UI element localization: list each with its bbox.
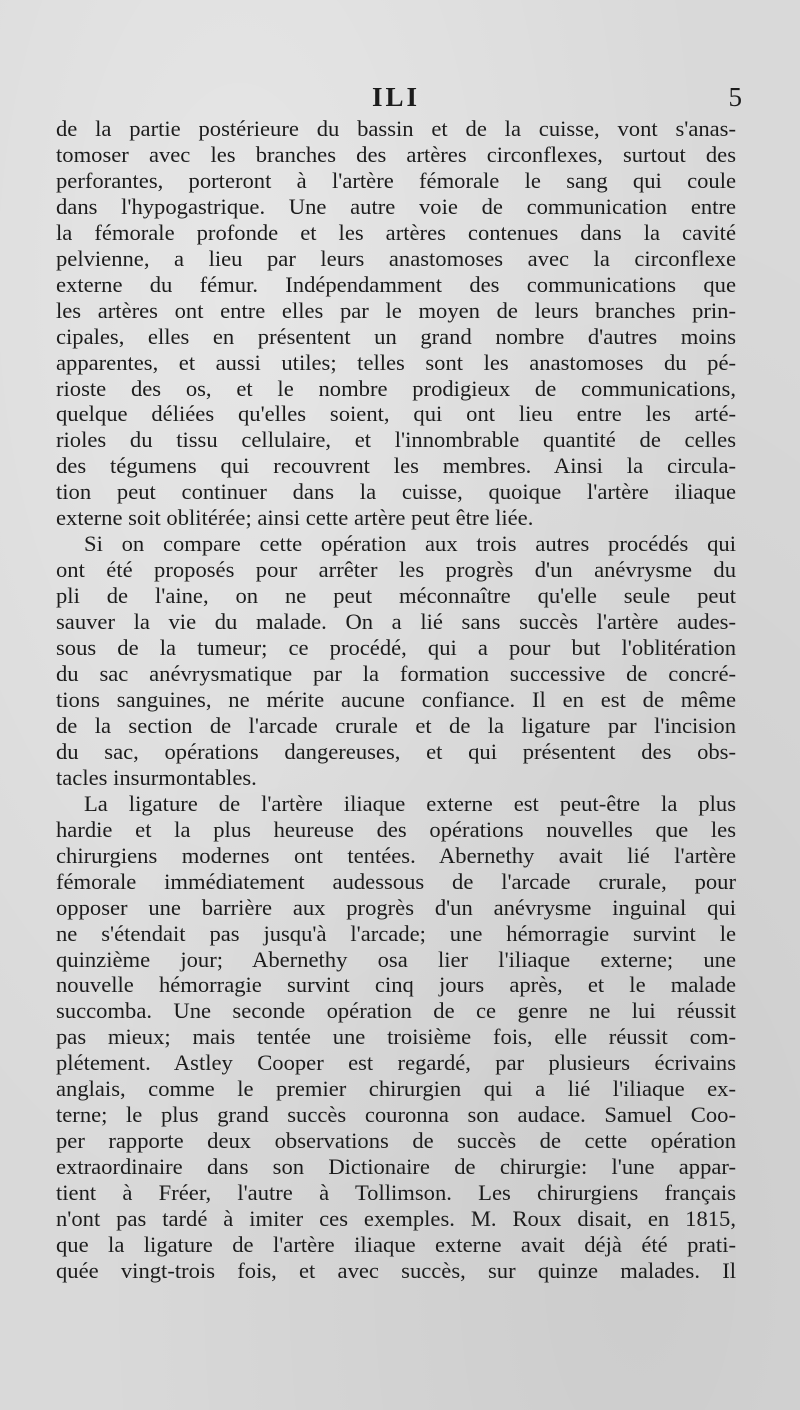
text-line: Si on compare cette opération aux trois autres procédés qui [84, 531, 736, 557]
text-line: que la ligature de l'artère iliaque externe avait déjà été prati- [56, 1231, 736, 1257]
text-line: des tégumens qui recouvrent les membres. Ainsi la circula- [56, 453, 736, 479]
text-line: quée vingt-trois fois, et avec succès, sur quinze malades. Il [56, 1257, 736, 1283]
text-line: fémorale immédiatement audessous de l'arcade crurale, pour [56, 868, 736, 894]
text-line: ne s'étendait pas jusqu'à l'arcade; une hémorragie survint le [56, 920, 736, 946]
text-line: tion peut continuer dans la cuisse, quoique l'artère iliaque [56, 479, 736, 505]
page-number: 5 [728, 82, 742, 112]
text-line: pli de l'aine, on ne peut méconnaître qu'elle seule peut [56, 583, 736, 609]
text-line: La ligature de l'artère iliaque externe est peut-être la plus [84, 790, 736, 816]
text-line: anglais, comme le premier chirurgien qui a lié l'iliaque ex- [56, 1076, 736, 1102]
text-line: rioste des os, et le nombre prodigieux de communications, [56, 375, 736, 401]
text-line: la fémorale profonde et les artères contenues dans la cavité [56, 219, 736, 245]
text-line: plétement. Astley Cooper est regardé, par plusieurs écrivains [56, 1050, 736, 1076]
text-line: du sac anévrysmatique par la formation successive de concré- [56, 661, 736, 687]
text-line: du sac, opérations dangereuses, et qui présentent des obs- [56, 738, 736, 764]
text-line: les artères ont entre elles par le moyen de leurs branches prin- [56, 297, 736, 323]
text-line: perforantes, porteront à l'artère fémorale le sang qui coule [56, 167, 736, 193]
running-title: ILI [371, 82, 421, 112]
text-line: pelvienne, a lieu par leurs anastomoses avec la circonflexe [56, 245, 736, 271]
text-line: per rapporte deux observations de succès de cette opération [56, 1128, 736, 1154]
text-line: n'ont pas tardé à imiter ces exemples. M. Roux disait, en 1815, [56, 1206, 736, 1232]
text-line: cipales, elles en présentent un grand nombre d'autres moins [56, 323, 736, 349]
text-line: quinzième jour; Abernethy osa lier l'iliaque externe; une [56, 946, 736, 972]
text-line: externe soit oblitérée; ainsi cette artère peut être liée. [56, 505, 534, 531]
paragraph [56, 116, 736, 531]
text-line: chirurgiens modernes ont tentées. Abernethy avait lié l'artère [56, 842, 736, 868]
text-line: tient à Fréer, l'autre à Tollimson. Les chirurgiens français [56, 1180, 736, 1206]
text-line: apparentes, et aussi utiles; telles sont les anastomoses du pé- [56, 349, 736, 375]
text-line: extraordinaire dans son Dictionaire de chirurgie: l'une appar- [56, 1154, 736, 1180]
paragraph [56, 791, 736, 1284]
text-line: pas mieux; mais tentée une troisième fois, elle réussit com- [56, 1024, 736, 1050]
text-line: de la section de l'arcade crurale et de la ligature par l'incision [56, 712, 736, 738]
text-line: de la partie postérieure du bassin et de la cuisse, vont s'anas- [56, 116, 736, 141]
text-line: tions sanguines, ne mérite aucune confiance. Il en est de même [56, 686, 736, 712]
text-line: terne; le plus grand succès couronna son audace. Samuel Coo- [56, 1102, 736, 1128]
body-text [56, 116, 736, 1284]
text-line: sous de la tumeur; ce procédé, qui a pour but l'oblitération [56, 635, 736, 661]
text-line: sauver la vie du malade. On a lié sans succès l'artère audes- [56, 609, 736, 635]
text-line: tomoser avec les branches des artères circonflexes, surtout des [56, 141, 736, 167]
text-line: nouvelle hémorragie survint cinq jours après, et le malade [56, 972, 736, 998]
text-line: opposer une barrière aux progrès d'un anévrysme inguinal qui [56, 894, 736, 920]
text-line: externe du fémur. Indépendamment des communications que [56, 271, 736, 297]
text-line: succomba. Une seconde opération de ce genre ne lui réussit [56, 998, 736, 1024]
text-line: ont été proposés pour arrêter les progrès d'un anévrysme du [56, 557, 736, 583]
text-line: hardie et la plus heureuse des opérations nouvelles que les [56, 816, 736, 842]
paragraph [56, 531, 736, 791]
text-line: dans l'hypogastrique. Une autre voie de communication entre [56, 193, 736, 219]
text-line: rioles du tissu cellulaire, et l'innombrable quantité de celles [56, 427, 736, 453]
text-line: quelque déliées qu'elles soient, qui ont lieu entre les arté- [56, 401, 736, 427]
text-line: tacles insurmontables. [56, 764, 257, 790]
